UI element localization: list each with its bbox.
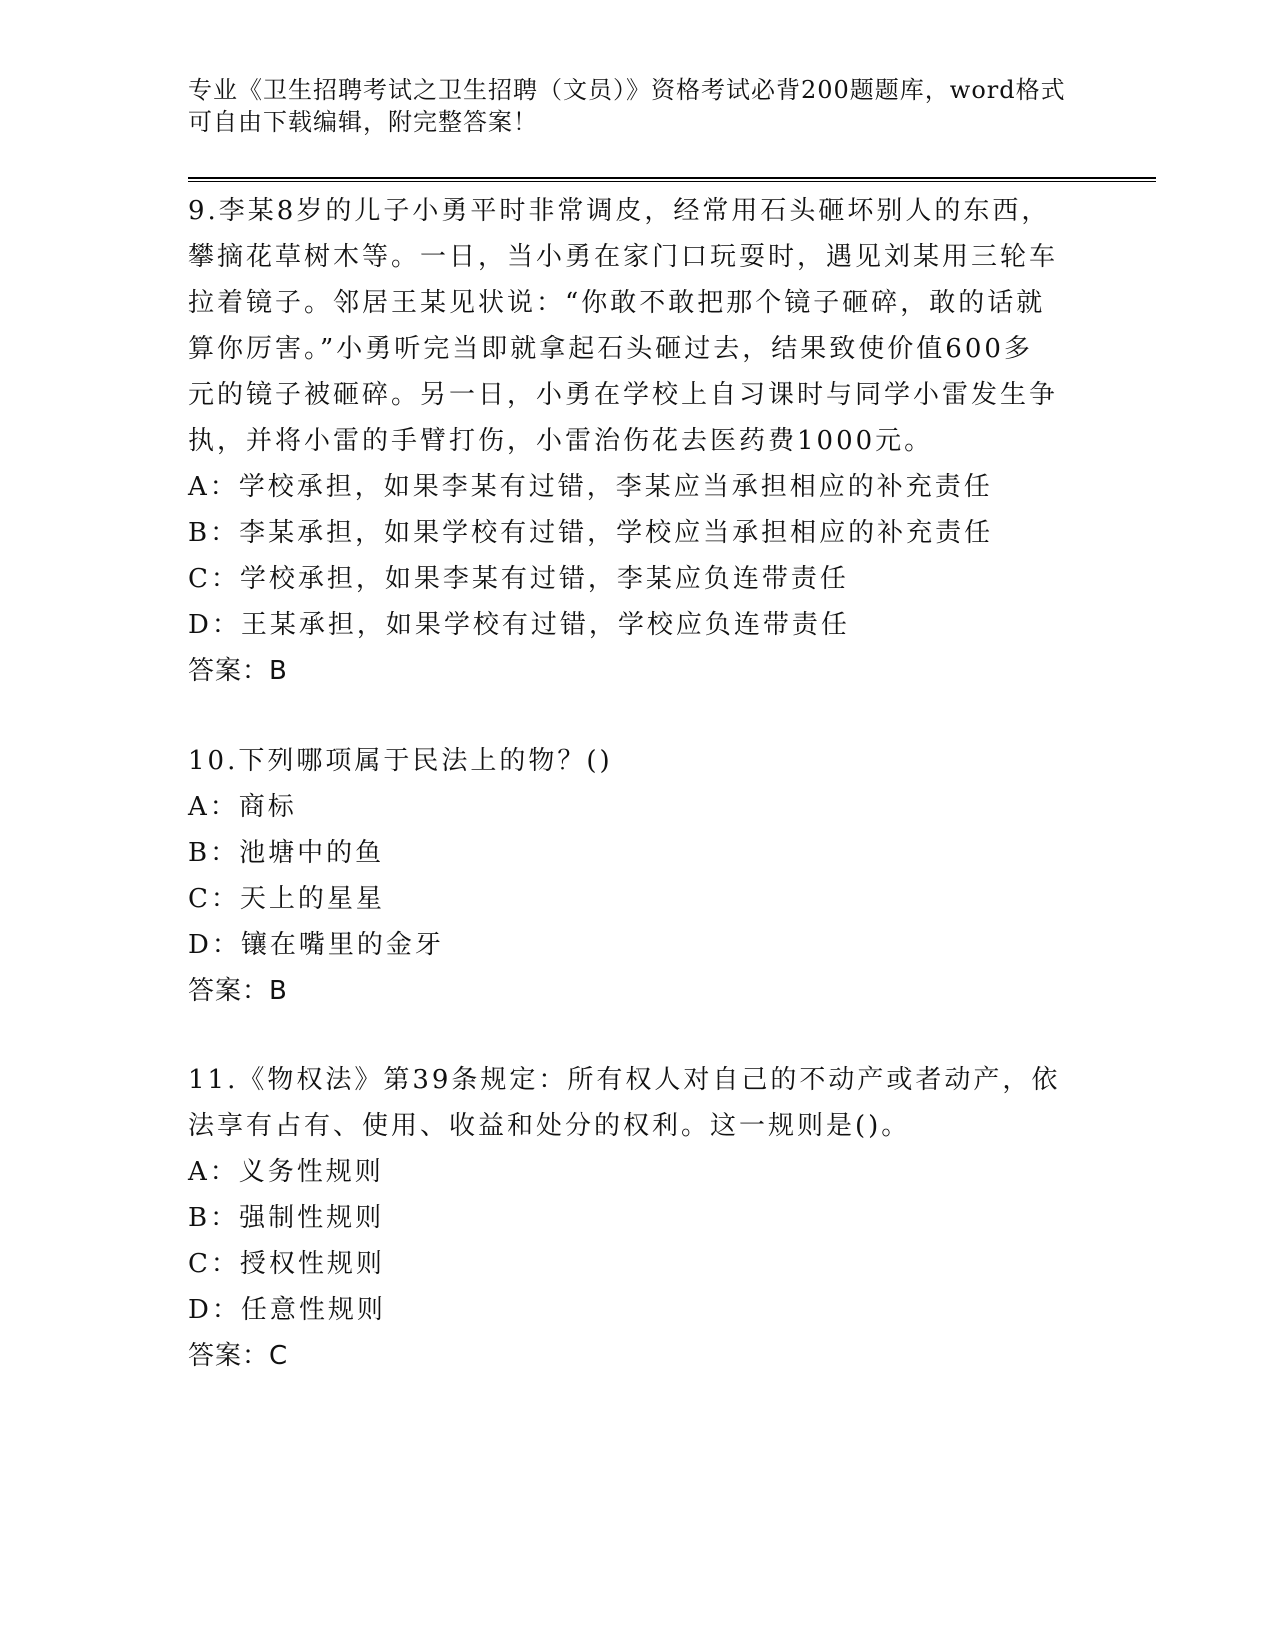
question-line: 11.《物权法》第39条规定：所有权人对自己的不动产或者动产，依 [188, 1065, 1061, 1095]
question-line: 9.李某8岁的儿子小勇平时非常调皮，经常用石头砸坏别人的东西， [188, 196, 1051, 226]
question-stem [188, 1057, 1068, 1149]
header-divider [188, 177, 1156, 179]
question-9 [188, 188, 1068, 694]
answer-label: 答案：B [188, 656, 288, 686]
question-line: 10.下列哪项属于民法上的物？() [188, 746, 613, 776]
option-b: B：池塘中的鱼 [188, 838, 385, 868]
question-10 [188, 738, 1068, 1014]
option-d: D：王某承担，如果学校有过错，学校应负连带责任 [188, 610, 850, 640]
option-c: C：授权性规则 [188, 1249, 385, 1279]
question-line: 拉着镜子。邻居王某见状说：“你敢不敢把那个镜子砸碎，敢的话就 [188, 288, 1046, 318]
question-11 [188, 1057, 1068, 1379]
question-stem [188, 738, 1068, 784]
option-c: C：学校承担，如果李某有过错，李某应负连带责任 [188, 564, 849, 594]
answer-label: 答案：B [188, 976, 288, 1006]
option-a: A：义务性规则 [188, 1157, 384, 1187]
option-b: B：强制性规则 [188, 1203, 385, 1233]
option-a: A：商标 [188, 792, 297, 822]
option-d: D：任意性规则 [188, 1295, 386, 1325]
question-line: 攀摘花草树木等。一日，当小勇在家门口玩耍时，遇见刘某用三轮车 [188, 242, 1059, 272]
header-line: 专业《卫生招聘考试之卫生招聘（文员）》资格考试必背200题题库，word格式 [188, 76, 1066, 104]
question-stem [188, 188, 1068, 464]
option-a: A：学校承担，如果李某有过错，李某应当承担相应的补充责任 [188, 472, 993, 502]
header-divider-thin [188, 181, 1156, 182]
answer-label: 答案：C [188, 1341, 289, 1371]
question-line: 执，并将小雷的手臂打伤，小雷治伤花去医药费1000元。 [188, 426, 934, 456]
option-b: B：李某承担，如果学校有过错，学校应当承担相应的补充责任 [188, 518, 994, 548]
question-line: 法享有占有、使用、收益和处分的权利。这一规则是()。 [188, 1111, 911, 1141]
question-line: 算你厉害。”小勇听完当即就拿起石头砸过去，结果致使价值600多 [188, 334, 1033, 364]
question-line: 元的镜子被砸碎。另一日，小勇在学校上自习课时与同学小雷发生争 [188, 380, 1059, 410]
header-line: 可自由下载编辑，附完整答案！ [188, 108, 538, 136]
option-c: C：天上的星星 [188, 884, 385, 914]
document-header [188, 74, 1068, 138]
option-d: D：镶在嘴里的金牙 [188, 930, 444, 960]
